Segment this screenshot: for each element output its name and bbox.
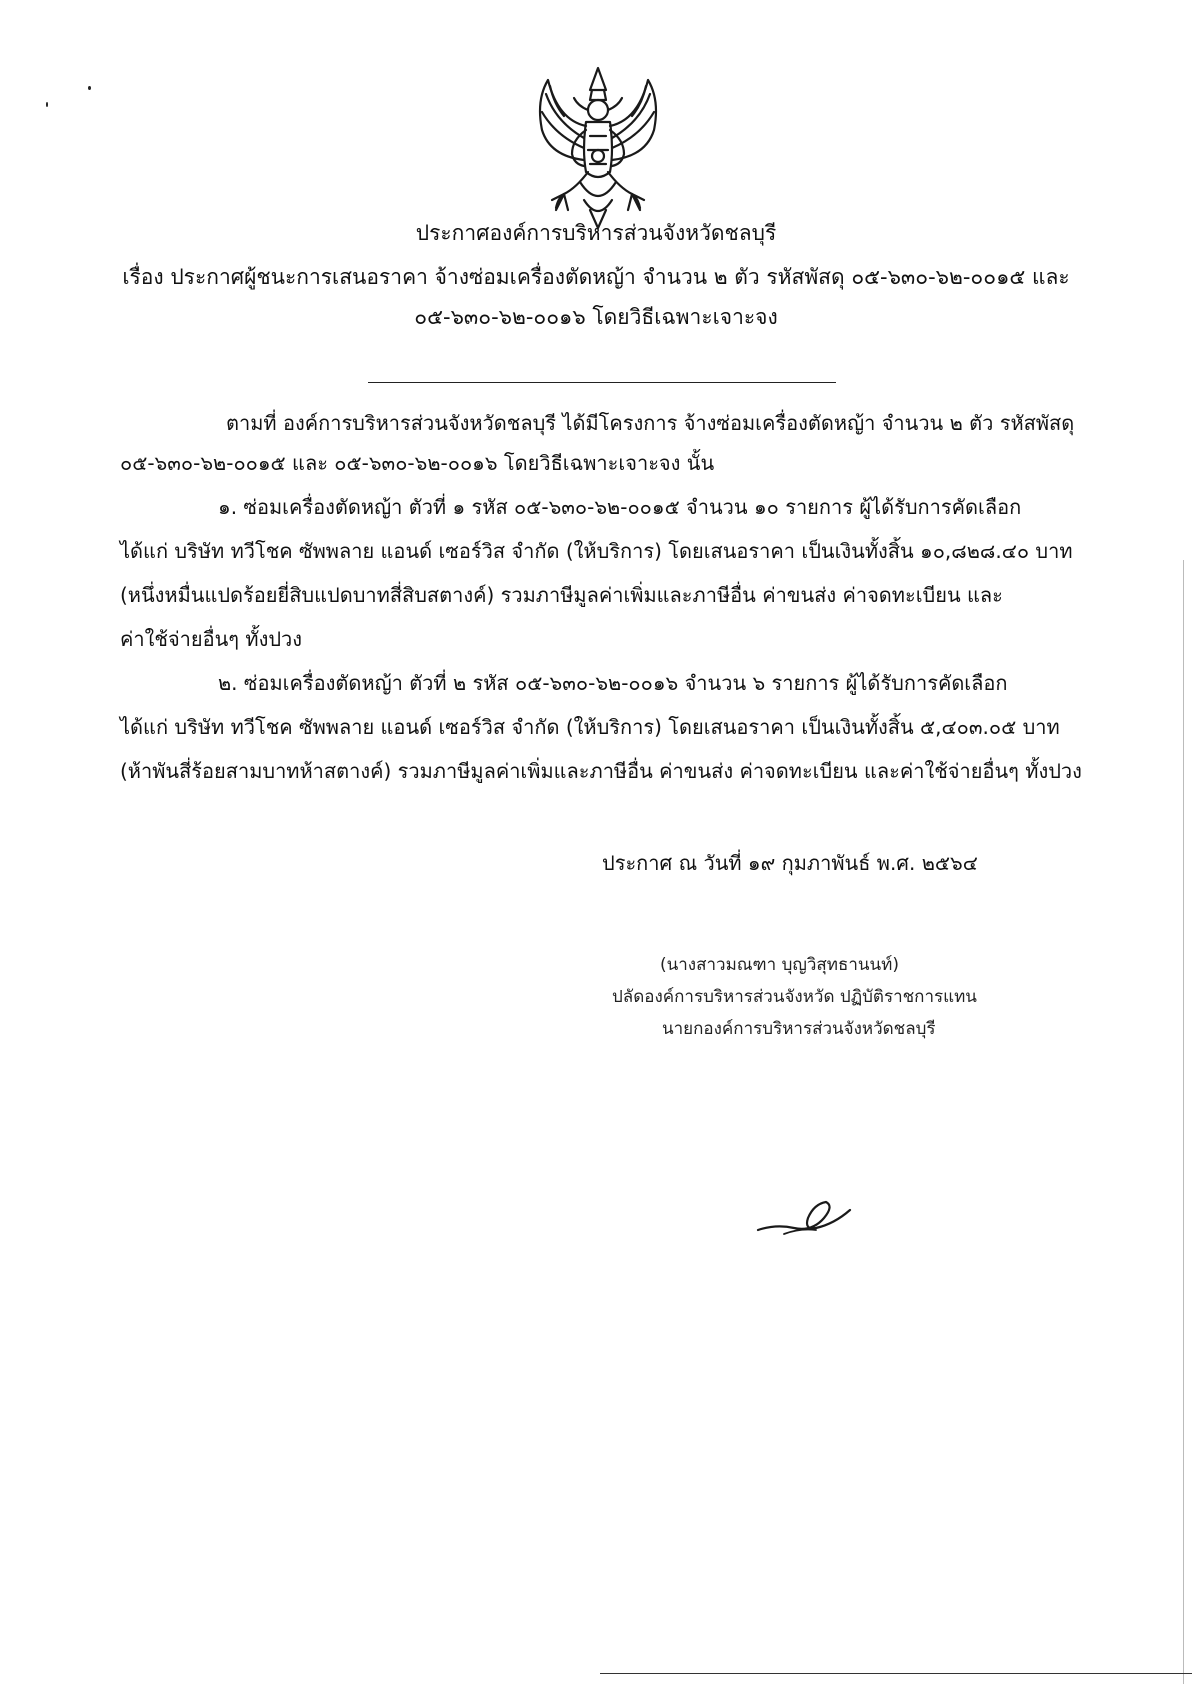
item-1-line-1: ๑. ซ่อมเครื่องตัดหญ้า ตัวที่ ๑ รหัส ๐๕-๖๓๐-๖๒-๐๐๑๕ จำนวน ๑๐ รายการ ผู้ได้รับการคัดเลือก (218, 495, 1022, 519)
item-2-line-3: (ห้าพันสี่ร้อยสามบาทห้าสตางค์) รวมภาษีมูลค่าเพิ่มและภาษีอื่น ค่าขนส่ง ค่าจดทะเบียน และค่าใช้จ่ายอื่นๆ ทั้งปวง (120, 759, 1082, 783)
garuda-emblem-icon (528, 60, 668, 232)
subject-line-2: ๐๕-๖๓๐-๖๒-๐๐๑๖ โดยวิธีเฉพาะเจาะจง (414, 305, 778, 329)
item-1-line-3: (หนึ่งหมื่นแปดร้อยยี่สิบแปดบาทสี่สิบสตางค์) รวมภาษีมูลค่าเพิ่มและภาษีอื่น ค่าขนส่ง ค่าจดทะเบียน และ (120, 583, 1003, 607)
intro-line-1: ตามที่ องค์การบริหารส่วนจังหวัดชลบุรี ได้มีโครงการ จ้างซ่อมเครื่องตัดหญ้า จำนวน ๒ ตัว รหัสพัสดุ (226, 411, 1075, 435)
signer-position-1: ปลัดองค์การบริหารส่วนจังหวัด ปฏิบัติราชการแทน (612, 987, 977, 1007)
heading-divider (368, 382, 836, 383)
item-1-line-4: ค่าใช้จ่ายอื่นๆ ทั้งปวง (120, 627, 303, 651)
signer-name: (นางสาวมณฑา บุญวิสุทธานนท์) (660, 955, 900, 975)
scan-edge-right (1183, 560, 1184, 1684)
scan-speck (46, 102, 48, 107)
subject-line-1: เรื่อง ประกาศผู้ชนะการเสนอราคา จ้างซ่อมเครื่องตัดหญ้า จำนวน ๒ ตัว รหัสพัสดุ ๐๕-๖๓๐-๖๒-๐๐๑๕ และ (122, 265, 1070, 289)
organization-title: ประกาศองค์การบริหารส่วนจังหวัดชลบุรี (415, 221, 777, 245)
item-2-line-2: ได้แก่ บริษัท ทวีโชค ซัพพลาย แอนด์ เซอร์วิส จำกัด (ให้บริการ) โดยเสนอราคา เป็นเงินทั้งสิ้น ๕,๔๐๓.๐๕ บาท (120, 715, 1060, 739)
signature-mark-icon (754, 1184, 854, 1244)
signer-position-2: นายกองค์การบริหารส่วนจังหวัดชลบุรี (662, 1019, 936, 1039)
intro-line-2: ๐๕-๖๓๐-๖๒-๐๐๑๕ และ ๐๕-๖๓๐-๖๒-๐๐๑๖ โดยวิธีเฉพาะเจาะจง นั้น (120, 451, 715, 475)
item-2-line-1: ๒. ซ่อมเครื่องตัดหญ้า ตัวที่ ๒ รหัส ๐๕-๖๓๐-๖๒-๐๐๑๖ จำนวน ๖ รายการ ผู้ได้รับการคัดเลือก (218, 671, 1008, 695)
announcement-date: ประกาศ ณ วันที่ ๑๙ กุมภาพันธ์ พ.ศ. ๒๕๖๔ (602, 851, 978, 875)
scan-speck (88, 86, 91, 90)
item-1-line-2: ได้แก่ บริษัท ทวีโชค ซัพพลาย แอนด์ เซอร์วิส จำกัด (ให้บริการ) โดยเสนอราคา เป็นเงินทั้งสิ้น ๑๐,๘๒๘.๔๐ บาท (120, 539, 1073, 563)
scan-edge-bottom (600, 1673, 1192, 1674)
